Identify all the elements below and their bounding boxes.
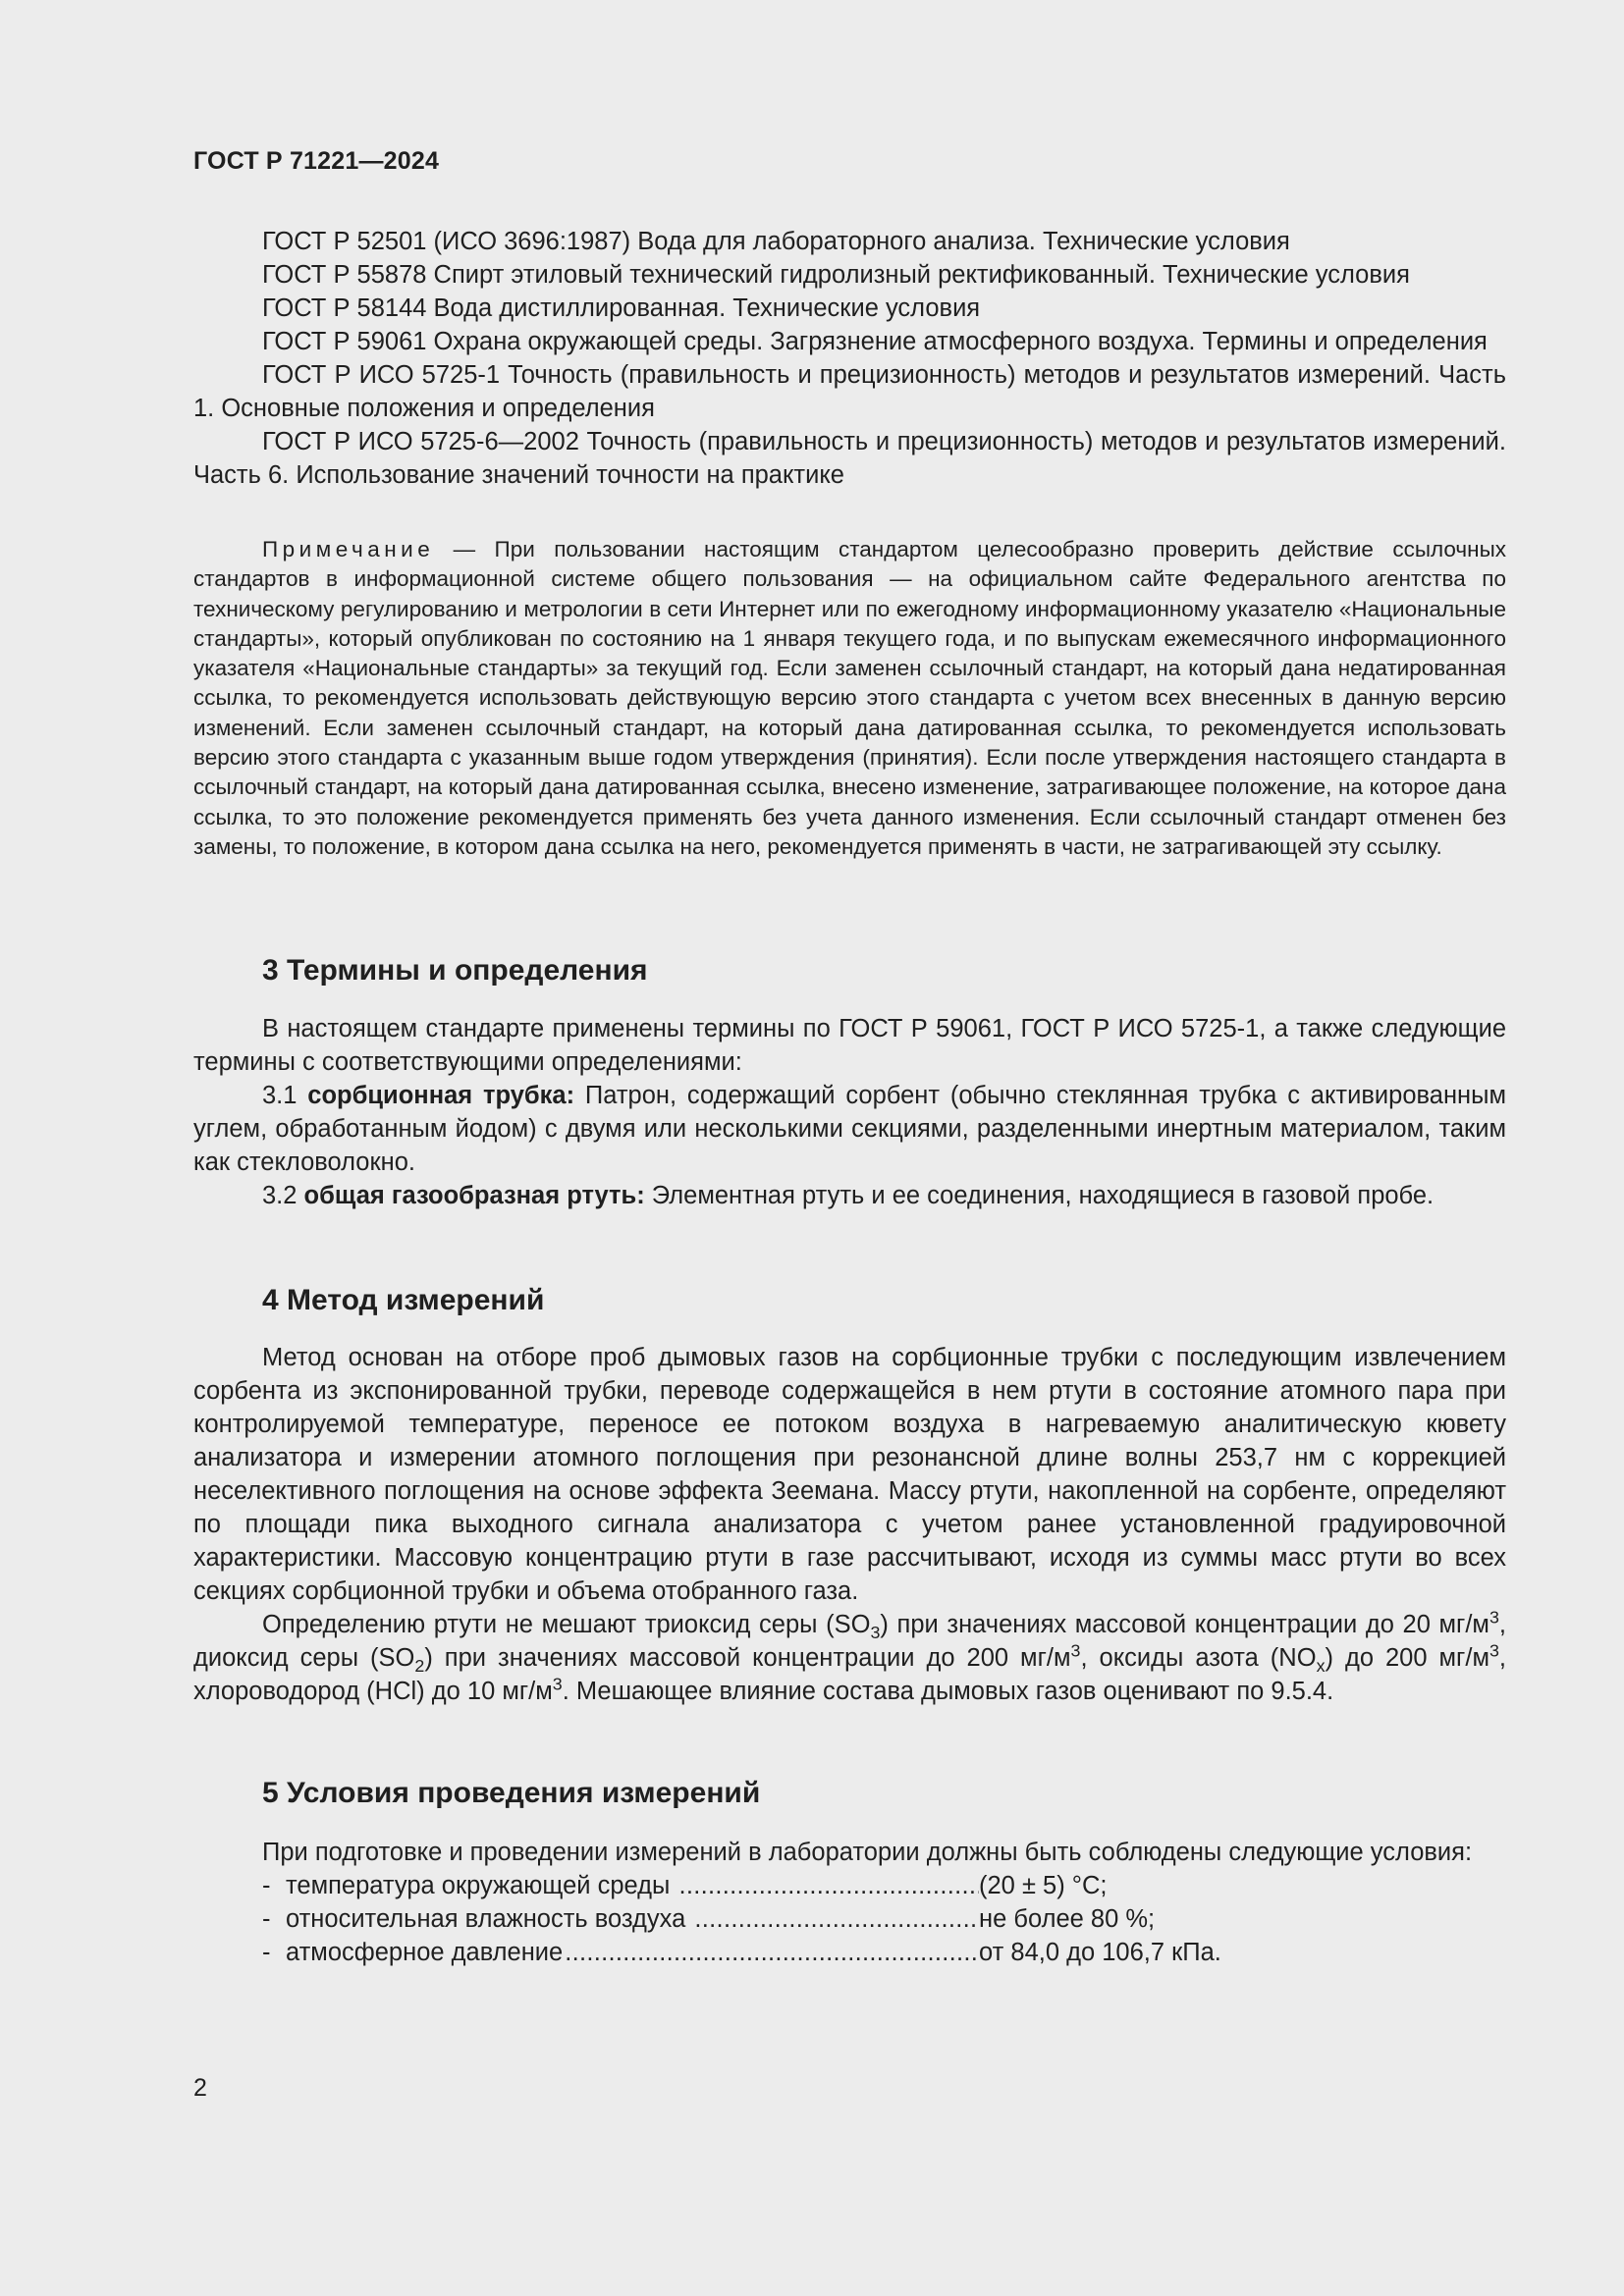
section-5-body: [193, 1836, 1506, 1969]
method-description: Метод основан на отборе проб дымовых газов на сорбционные трубки с последующим извлечением сорбента из экспонированной трубки, переводе содержащейся в нем ртути в состояние атомного пара при контролируемой температуре, переносе ее потоком воздуха в нагреваемую аналитическую кювету анализатора и измерении атомного поглощения при резонансной длине волны 253,7 нм с коррекцией неселективного поглощения на основе эффекта Зеемана. Массу ртути, накопленной на сорбенте, определяют по площади пика выходного сигнала анализатора с учетом ранее установленной градуировочной характеристики. Массовую концентрацию ртути в газе рассчитывают, исходя из суммы масс ртути во всех секциях сорбционной трубки и объема отобранного газа.: [193, 1344, 1506, 1605]
section-4-body: [193, 1341, 1506, 1708]
term-number: 3.2: [262, 1182, 304, 1209]
reference-item: ГОСТ Р ИСО 5725-1 Точность (правильность и прецизионность) методов и результатов измерений. Часть 1. Основные положения и определения: [193, 361, 1506, 422]
section-5-intro: При подготовке и проведении измерений в лаборатории должны быть соблюдены следующие условия:: [262, 1839, 1473, 1866]
term-name: сорбционная трубка:: [307, 1082, 575, 1109]
list-dash: -: [262, 1872, 271, 1899]
references-note: [193, 535, 1506, 862]
reference-item: ГОСТ Р ИСО 5725-6—2002 Точность (правильность и прецизионность) методов и результатов измерений. Часть 6. Использование значений точности на практике: [193, 428, 1506, 489]
reference-item: ГОСТ Р 52501 (ИСО 3696:1987) Вода для лабораторного анализа. Технические условия: [262, 228, 1290, 255]
section-3-body: [193, 1012, 1506, 1212]
condition-label: температура окружающей среды .....: [286, 1869, 979, 1902]
note-label: Примечание: [262, 537, 435, 561]
term-3-2: [193, 1179, 1506, 1212]
condition-label: атмосферное давление .....: [286, 1936, 979, 1969]
document-code-header: ГОСТ Р 71221—2024: [193, 147, 440, 175]
section-3-intro: В настоящем стандарте применены термины по ГОСТ Р 59061, ГОСТ Р ИСО 5725-1, а также следующие термины с соответствующими определениями:: [193, 1015, 1506, 1076]
reference-item: ГОСТ Р 55878 Спирт этиловый технический гидролизный ректификованный. Технические условия: [262, 261, 1410, 289]
section-4-heading: 4 Метод измерений: [262, 1284, 545, 1316]
conditions-list: [193, 1869, 1506, 1969]
condition-item: [193, 1936, 1506, 1969]
interference-paragraph: Определению ртути не мешают триоксид серы $(SO_3)$ при значениях массовой концентрации до 20 $мг/м^3$, диоксид серы $(SO_2)$ при значениях массовой концентрации до 200 $мг/м^3$, оксиды азота $(NO_x)$ до 200 $мг/м^3$, хлороводород (HCl) до 10 $мг/м^3$. Мешающее влияние состава дымовых газов оценивают по 9.5.4.: [193, 1607, 1507, 1705]
section-5-heading: 5 Условия проведения измерений: [262, 1777, 761, 1809]
term-3-1: [193, 1079, 1506, 1179]
condition-label: относительная влажность воздуха .....: [286, 1902, 979, 1936]
list-dash: -: [262, 1939, 271, 1966]
note-text: — При пользовании настоящим стандартом целесообразно проверить действие ссылочных стандартов в информационной системе общего пользования — на официальном сайте Федерального агентства по техническому регулированию и метрологии в сети Интернет или по ежегодному информационному указателю «Национальные стандарты», который опубликован по состоянию на 1 января текущего года, и по выпускам ежемесячного информационного указателя «Национальные стандарты» за текущий год. Если заменен ссылочный стандарт, на который дана недатированная ссылка, то рекомендуется использовать действующую версию этого стандарта с учетом всех внесенных в данную версию изменений. Если заменен ссылочный стандарт, на который дана датированная ссылка, то рекомендуется использовать версию этого стандарта с указанным выше годом утверждения (принятия). Если после утверждения настоящего стандарта в ссылочный стандарт, на который дана датированная ссылка, внесено изменение, затрагивающее положение, на которое дана ссылка, то это положение рекомендуется применять без учета данного изменения. Если ссылочный стандарт отменен без замены, то положение, в котором дана ссылка на него, рекомендуется применять в части, не затрагивающей эту ссылку.: [193, 537, 1506, 859]
list-dash: -: [262, 1905, 271, 1933]
term-definition: Патрон, содержащий сорбент (обычно стеклянная трубка с активированным углем, обработанным йодом) с двумя или несколькими секциями, разделенными инертным материалом, таким как стекловолокно.: [193, 1082, 1506, 1176]
condition-item: [193, 1869, 1506, 1902]
term-definition: Элементная ртуть и ее соединения, находящиеся в газовой пробе.: [644, 1182, 1435, 1209]
condition-item: [193, 1902, 1506, 1936]
term-name: общая газообразная ртуть:: [303, 1182, 645, 1209]
condition-value: от 84,0 до 106,7 кПа.: [979, 1939, 1221, 1966]
page-number: 2: [193, 2074, 207, 2102]
normative-references: [193, 225, 1506, 492]
condition-value: не более 80 %;: [979, 1905, 1156, 1933]
reference-item: ГОСТ Р 59061 Охрана окружающей среды. Загрязнение атмосферного воздуха. Термины и определения: [262, 328, 1488, 355]
section-3-heading: 3 Термины и определения: [262, 954, 648, 987]
condition-value: (20 ± 5) °С;: [979, 1872, 1108, 1899]
reference-item: ГОСТ Р 58144 Вода дистиллированная. Технические условия: [262, 294, 981, 322]
term-number: 3.1: [262, 1082, 308, 1109]
